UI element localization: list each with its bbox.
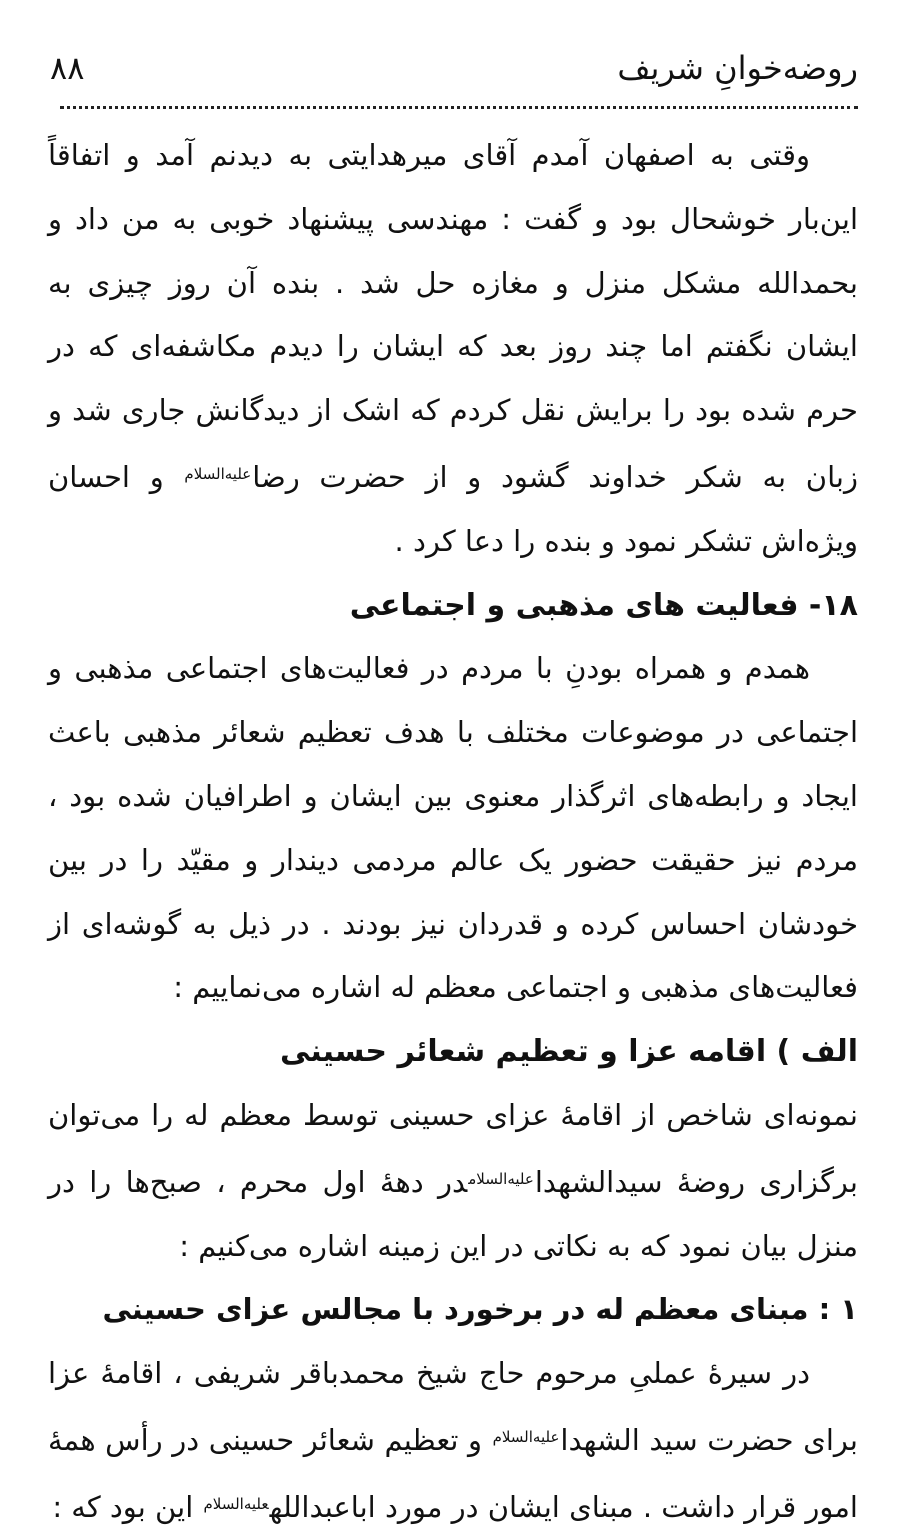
paragraph-3-text-a: نمونه‌ای شاخص از اقامهٔ عزای حسینی توسط معظم له را می‌توان برگزاری روضهٔ سیدالشهدا: [48, 1097, 858, 1199]
subheading-1: ۱ : مبنای معظم له در برخورد با مجالس عزای حسینی: [102, 1292, 858, 1327]
header-dotted-divider: [60, 106, 858, 109]
paragraph-4-text-a: در سیرهٔ عملیِ مرحوم حاج شیخ محمدباقر شریفی ، اقامهٔ عزا برای حضرت سید الشهدا: [48, 1356, 859, 1457]
paragraph-3-text-b: در دههٔ اول محرم ، صبح‌ها را در منزل بیان نمود که به نکاتی در این زمینه اشاره می‌کنیم :: [48, 1164, 858, 1263]
paragraph-4: [48, 1342, 858, 1539]
page-body: [48, 124, 858, 1540]
paragraph-1: [48, 124, 858, 574]
page-header: [50, 44, 858, 104]
page-number: ۸۸: [50, 49, 85, 87]
honorific-mark: علیه‌السلام: [184, 464, 252, 483]
paragraph-3: [48, 1084, 858, 1278]
paragraph-4-text-c: این بود که :: [52, 1489, 203, 1524]
subheading-alef: الف ) اقامه عزا و تعظیم شعائر حسینی: [280, 1034, 858, 1070]
paragraph-1-text-a: وقتی به اصفهان آمدم آقای میرهدایتی به دیدنم آمد و اتفاقاً این‌بار خوشحال بود و گفت : مهندسی پیشنهاد خوبی به من داد و بحمدالله مشکل منزل و مغازه حل شد . بنده آن روز چیزی به ایشان نگفتم اما چند روز بعد که ایشان را دیدم مکاشفه‌ای که در حرم شده بود را برایش نقل کردم که اشک از دیدگانش جاری شد و زبان به شکر خداوند گشود و از حضرت رضا: [48, 138, 858, 494]
honorific-mark: علیه‌السلام: [468, 1169, 534, 1188]
section-heading-18: ۱۸- فعالیت های مذهبی و اجتماعی: [349, 587, 858, 623]
paragraph-2: همدم و همراه بودنِ با مردم در فعالیت‌های اجتماعی مذهبی و اجتماعی در موضوعات مختلف با هدف تعظیم شعائر مذهبی باعث ایجاد و رابطه‌های اثرگذار معنوی بین ایشان و اطرافیان شده بود ، مردم نیز حقیقت حضور یک عالم مردمی دیندار و مقیّد را در بین خودشان احساس کرده و قدردان نیز بودند . در ذیل به گوشه‌ای از فعالیت‌های مذهبی و اجتماعی معظم له اشاره می‌نماییم :: [48, 651, 858, 1005]
honorific-mark: علیه‌السلام: [203, 1494, 269, 1513]
honorific-mark: علیه‌السلام: [492, 1427, 560, 1446]
paragraph-1-text-b: و احسان ویژه‌اش تشکر نمود و بنده را دعا کرد .: [48, 459, 858, 558]
running-head-title: روضه‌خوانِ شریف: [617, 49, 858, 87]
paragraph-4-text-b: و تعظیم شعائر حسینی در رأس همهٔ امور قرار داشت . مبنای ایشان در مورد اباعبدالله: [48, 1422, 858, 1524]
